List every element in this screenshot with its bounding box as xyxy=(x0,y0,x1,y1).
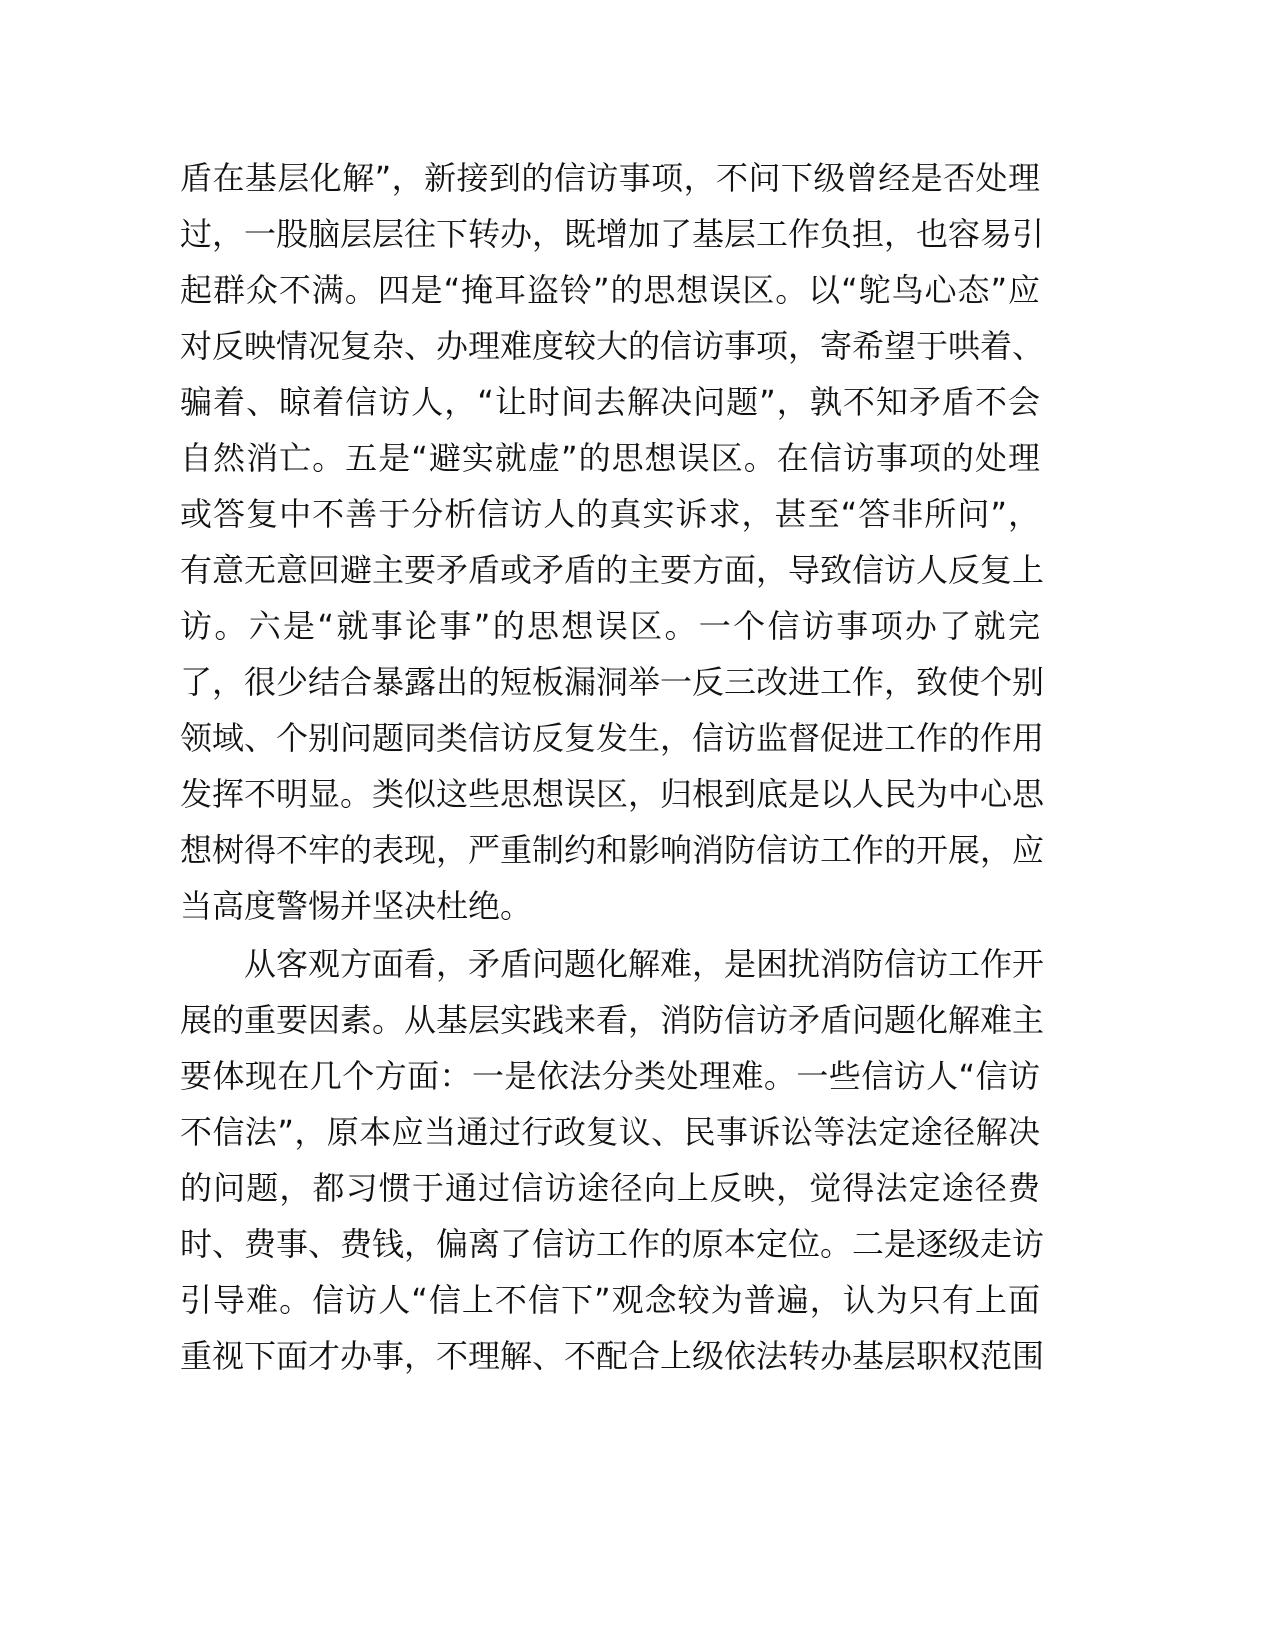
text-line: 骗着、晾着信访人，“让时间去解决问题”，孰不知矛盾不会 xyxy=(180,383,1040,421)
text-line: 起群众不满。四是“掩耳盗铃”的思想误区。以“鸵鸟心态”应 xyxy=(180,271,1040,309)
text-line: 从客观方面看，矛盾问题化解难，是困扰消防信访工作开 xyxy=(244,945,1045,983)
text-line: 领域、个别问题同类信访反复发生，信访监督促进工作的作用 xyxy=(180,719,1045,757)
text-line: 有意无意回避主要矛盾或矛盾的主要方面，导致信访人反复上 xyxy=(180,551,1045,589)
text-line: 重视下面才办事，不理解、不配合上级依法转办基层职权范围 xyxy=(180,1337,1045,1375)
text-line: 引导难。信访人“信上不信下”观念较为普遍，认为只有上面 xyxy=(180,1281,1040,1319)
text-line: 的问题，都习惯于通过信访途径向上反映，觉得法定途径费 xyxy=(180,1169,1040,1207)
text-line: 不信法”，原本应当通过行政复议、民事诉讼等法定途径解决 xyxy=(180,1113,1040,1151)
paragraph-1 xyxy=(180,150,1045,934)
text-line: 展的重要因素。从基层实践来看，消防信访矛盾问题化解难主 xyxy=(180,1001,1045,1039)
text-line: 发挥不明显。类似这些思想误区，归根到底是以人民为中心思 xyxy=(180,775,1045,813)
text-line: 了，很少结合暴露出的短板漏洞举一反三改进工作，致使个别 xyxy=(180,663,1045,701)
text-line: 对反映情况复杂、办理难度较大的信访事项，寄希望于哄着、 xyxy=(180,327,1045,365)
paragraph-2 xyxy=(180,936,1045,1384)
text-line: 访。六是“就事论事”的思想误区。一个信访事项办了就完 xyxy=(180,607,1040,645)
text-line: 自然消亡。五是“避实就虚”的思想误区。在信访事项的处理 xyxy=(180,439,1040,477)
text-line: 要体现在几个方面：一是依法分类处理难。一些信访人“信访 xyxy=(180,1057,1040,1095)
text-line: 想树得不牢的表现，严重制约和影响消防信访工作的开展，应 xyxy=(180,831,1045,869)
text-line: 时、费事、费钱，偏离了信访工作的原本定位。二是逐级走访 xyxy=(180,1225,1045,1263)
text-line: 或答复中不善于分析信访人的真实诉求，甚至“答非所问”， xyxy=(180,495,1040,533)
text-line: 当高度警惕并坚决杜绝。 xyxy=(180,887,533,925)
text-line: 过，一股脑层层往下转办，既增加了基层工作负担，也容易引 xyxy=(180,215,1045,253)
text-line: 盾在基层化解”，新接到的信访事项，不问下级曾经是否处理 xyxy=(180,159,1040,197)
